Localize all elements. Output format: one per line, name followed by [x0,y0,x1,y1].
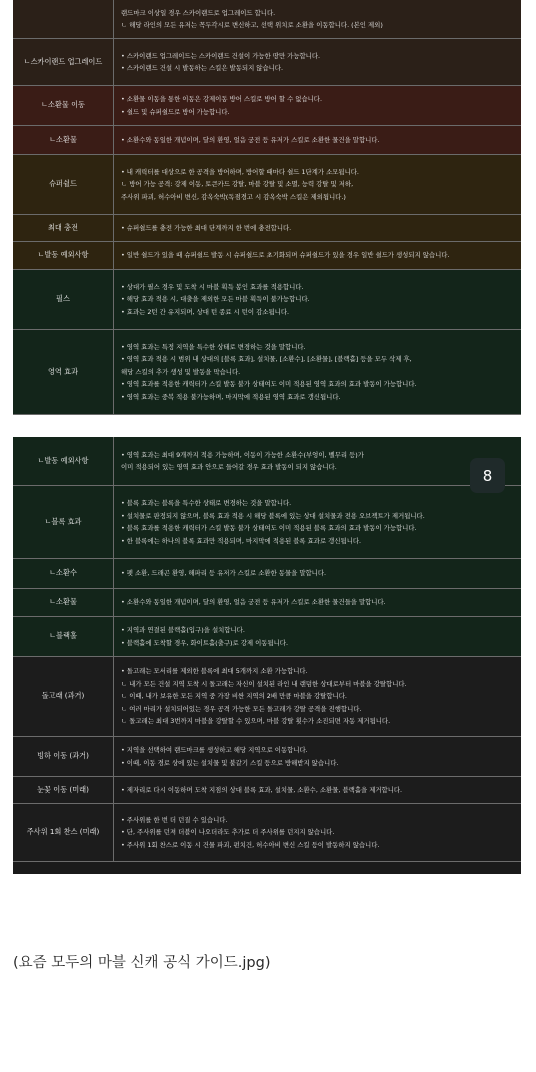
table-row [13,804,521,862]
table-row [13,437,521,486]
row-label-empty [13,0,114,38]
table-row [13,777,521,804]
image-caption: (요즘 모두의 마블 신캐 공식 가이드.jpg) [13,955,271,971]
row-content [114,242,521,269]
row-content-line: • 소환수와 동일한 개념이며, 달의 환영, 얼음 궁전 등 유저가 스킬로 소환한 물건을 말합니다. [121,135,380,144]
row-label: 빙하 이동 (과거) [13,737,114,776]
row-content-line: • 효과는 2턴 간 유지되며, 상대 턴 종료 시 턴이 감소됩니다. [121,307,290,316]
row-content-line: 랜드마크 이상일 경우 스카이랜드로 업그레이드 합니다. [121,8,276,17]
row-content [114,86,521,125]
row-content [114,270,521,329]
row-content-line: • 영역 효과 적용 시 범위 내 상대의 [블록 효과], 설치물, [소환수], [소환물], [블랙홀] 등을 모두 삭제 후, [121,355,412,364]
row-content [114,330,521,414]
row-content-line: • 펫 소환, 드래곤 환영, 해파리 등 유저가 스킬로 소환한 동물을 말합니다. [121,569,327,578]
row-content-line: ㄴ 이때, 내가 보유한 모든 지역 중 가장 비싼 지역의 2배 만큼 마블을 강탈합니다. [121,692,347,701]
row-content [114,617,521,656]
table-row [13,617,521,657]
table-row [13,215,521,242]
row-label: ㄴ소환수 [13,559,114,588]
row-content [114,589,521,616]
row-content-line: ㄴ 내가 모든 건설 지역 도착 시 돌고래는 자신이 설치된 라인 내 랜덤한 상대로부터 마블을 강탈합니다. [121,679,407,688]
table-row [13,39,521,86]
table-row [13,486,521,559]
row-content-line: • 영역 효과는 최대 9개까지 적용 가능하며, 이동이 가능한 소환수(부엉이, 벨무리 등)가 [121,450,364,459]
table-row [13,242,521,270]
row-content-line: • 돌고래는 모서리를 제외한 블록에 최대 5개까지 소환 가능합니다. [121,667,308,676]
row-content [114,0,521,38]
row-content-line: 주사위 파괴, 허수아비 변신, 감옥숙박(독점경고 시 감옥숙박 스킬은 제외됩니다.) [121,192,346,201]
row-content-line: • 주사위를 한 번 더 던질 수 있습니다. [121,815,228,824]
row-label: ㄴ블랙홀 [13,617,114,656]
row-content [114,777,521,803]
row-label: 돌고래 (과거) [13,657,114,736]
row-content-line: 해당 스킬의 추가 생성 및 발동을 막습니다. [121,367,241,376]
row-content [114,486,521,558]
row-content-line: 이미 적용되어 있는 영역 효과 안으로 들어갈 경우 효과 발동이 되지 않습니다. [121,463,337,471]
row-label: ㄴ소환물 이동 [13,86,114,125]
row-content-line: • 쉴드 및 슈퍼쉴드로 방어 가능합니다. [121,107,230,116]
row-content [114,39,521,85]
row-content-line: • 영역 효과는 중복 적용 불가능하며, 마지막에 적용된 영역 효과로 갱신됩니다. [121,392,341,401]
row-label: ㄴ블록 효과 [13,486,114,558]
table-row [13,86,521,126]
row-label: ㄴ발동 예외사항 [13,437,114,485]
row-label: 슈퍼쉴드 [13,155,114,214]
row-content-line: • 상대가 필스 경우 및 도착 시 마블 획득 봉인 효과를 적용합니다. [121,282,304,291]
row-content-line: • 영역 효과를 적용한 캐릭터가 스킬 발동 불가 상태여도 이미 적용된 영역 효과의 효과 발동이 가능합니다. [121,380,417,389]
row-content-line: • 스카이랜드 건설 시 발동하는 스킬은 발동되지 않습니다. [121,64,284,72]
row-content [114,215,521,241]
row-content-line: • 설치물로 판정되지 않으며, 블록 효과 적용 시 해당 블록에 있는 상대 설치물과 전용 오브젝트가 제거됩니다. [121,511,425,520]
table-row [13,657,521,737]
table-row-continued [13,0,521,39]
row-content-line: • 주사위 1회 찬스로 이동 시 건물 파괴, 펀치건, 허수아비 변신 스킬 등이 발동하지 않습니다. [121,840,380,849]
row-label: ㄴ소환물 [13,589,114,616]
guide-table-1 [13,0,521,415]
row-content-line: • 이때, 이동 경로 상에 있는 설치물 및 불같기 스킬 등으로 방해받지 않습니다. [121,758,339,767]
row-content-line: • 슈퍼쉴드를 충전 가능한 최대 단계까지 한 번에 충전합니다. [121,223,292,232]
row-content-line: • 지역과 연결된 블랙홀(입구)을 설치합니다. [121,626,245,634]
row-label: ㄴ스카이랜드 업그레이드 [13,39,114,85]
row-label: 눈꽃 이동 (미래) [13,777,114,803]
row-content [114,126,521,154]
table-row [13,270,521,330]
row-content-line: • 블록 효과는 블록을 특수한 상태로 변경하는 것을 말합니다. [121,499,292,507]
row-content-line: • 단, 주사위를 던져 더블이 나오더라도 추가로 더 주사위를 던지지 않습니다. [121,828,335,837]
row-content-line: ㄴ 여러 마리가 설치되어있는 경우 공격 가능한 모든 돌고래가 강탈 공격을 진행합니다. [121,704,362,713]
row-content-line: • 해당 효과 적용 시, 대출을 제외한 모든 마블 획득이 불가능합니다. [121,295,310,304]
row-content-line: • 제자리로 다시 이동하며 도착 지점의 상대 블록 효과, 설치물, 소환수, 소환물, 블랙홀을 제거합니다. [121,785,403,794]
row-content-line: • 블랙홀에 도착할 경우, 화이트홀(출구)로 강제 이동됩니다. [121,638,288,647]
row-content [114,155,521,214]
row-content-line: ㄴ 돌고래는 최대 3번까지 마블을 강탈할 수 있으며, 마블 강탈 횟수가 소진되면 자동 제거됩니다. [121,717,391,726]
row-content-line: ㄴ 방어 가능 공격: 강제 이동, 토큰카드 강탈, 마블 강탈 및 소멸, 능력 강탈 및 저하, [121,180,354,189]
row-content-line: • 소환수와 동일한 개념이며, 달의 환영, 얼음 궁전 등 유저가 스킬로 소환한 물건들을 말합니다. [121,598,386,607]
table-row [13,589,521,617]
row-content-line: ㄴ 해당 라인의 모든 유저는 꼭두각시로 변신하고, 선택 위치로 소환을 이동합니다. (본인 제외) [121,21,383,29]
row-content-line: • 내 캐릭터를 대상으로 한 공격을 방어하며, 방어할 때마다 쉴드 1단계가 소모됩니다. [121,167,359,176]
page-number-badge[interactable]: 8 [470,458,505,493]
row-content [114,657,521,736]
row-content-line: • 소환물 이동을 통한 이동은 강제이동 방어 스킬로 방어 할 수 없습니다. [121,95,322,103]
table-row [13,559,521,589]
row-label: 최대 충전 [13,215,114,241]
row-content [114,437,521,485]
row-label: 필스 [13,270,114,329]
row-content [114,737,521,776]
row-label: ㄴ소환물 [13,126,114,154]
table-row [13,126,521,155]
guide-table-2 [13,437,521,874]
row-content-line: • 스카이랜드 업그레이드는 스카이랜드 건설이 가능한 땅만 가능합니다. [121,51,321,60]
table-row [13,330,521,415]
table-row [13,737,521,777]
row-content-line: • 블록 효과를 적용한 캐릭터가 스킬 발동 불가 상태여도 이미 적용된 블록 효과의 효과 발동이 가능합니다. [121,524,417,532]
row-content [114,804,521,861]
table-row [13,155,521,215]
row-label: 영역 효과 [13,330,114,414]
row-content [114,559,521,588]
row-content-line: • 영역 효과는 특정 지역을 특수한 상태로 변경하는 것을 말합니다. [121,342,306,351]
row-label: ㄴ발동 예외사항 [13,242,114,269]
row-content-line: • 일반 쉴드가 있을 때 슈퍼쉴드 발동 시 슈퍼쉴드로 초기화되며 슈퍼쉴드가 있을 경우 일반 쉴드가 생성되지 않습니다. [121,251,450,260]
row-content-line: • 지역을 선택하여 랜드마크를 생성하고 해당 지역으로 이동합니다. [121,746,308,754]
row-content-line: • 한 블록에는 하나의 블록 효과만 적용되며, 마지막에 적용된 블록 효과로 갱신됩니다. [121,536,362,545]
row-label: 주사위 1회 찬스 (미래) [13,804,114,861]
